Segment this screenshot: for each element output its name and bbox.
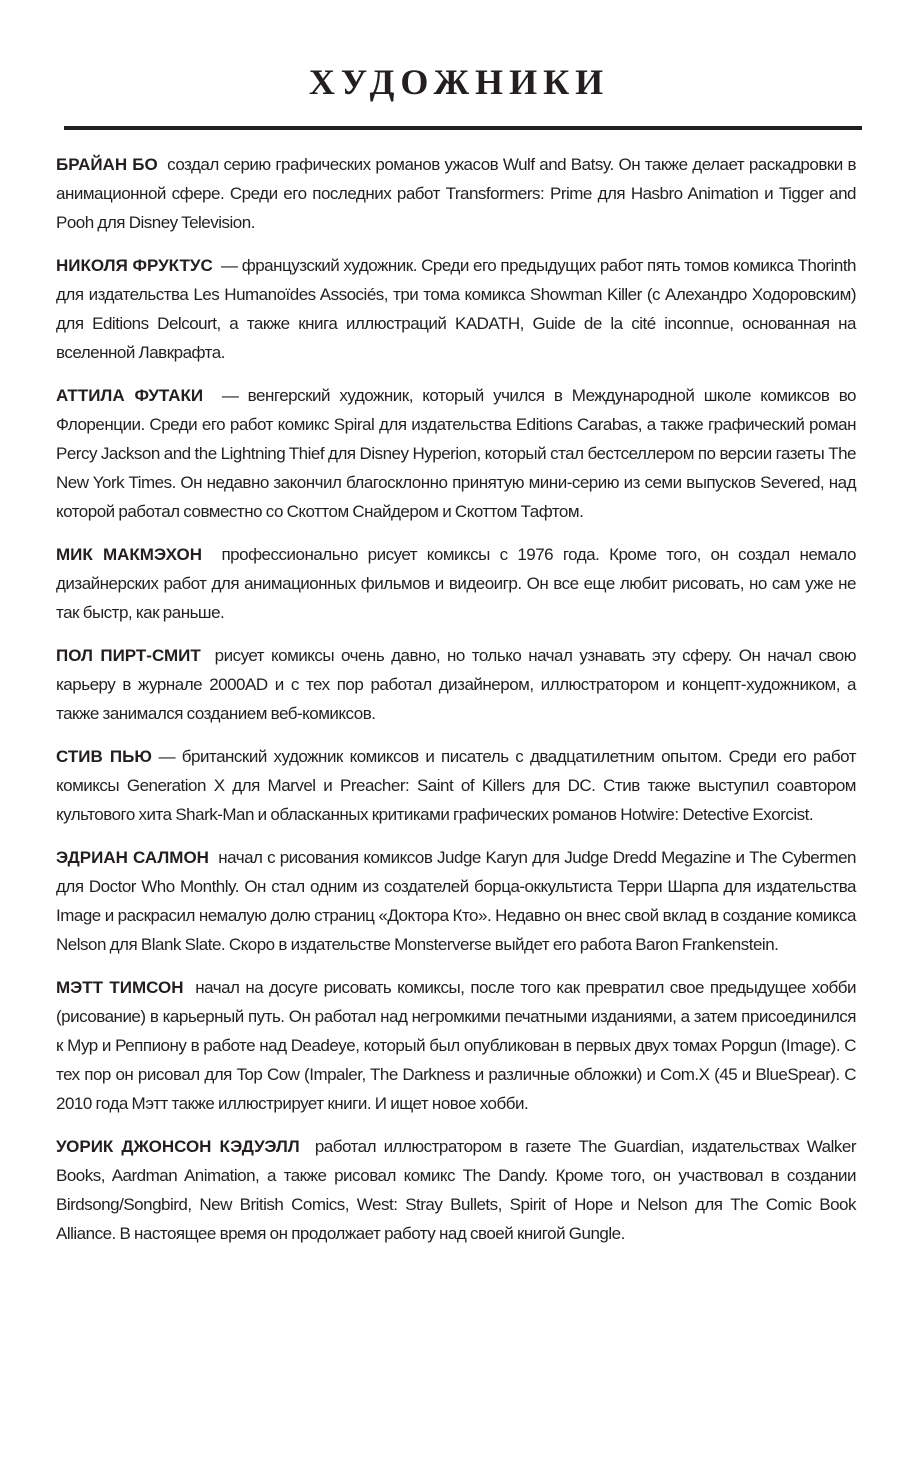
artist-name: СТИВ ПЬЮ — [56, 747, 152, 766]
artist-bio-salmon — [56, 843, 856, 959]
artist-bio-mcmahon — [56, 540, 856, 627]
artist-name: БРАЙАН БО — [56, 155, 158, 174]
artist-name: МЭТТ ТИМСОН — [56, 978, 184, 997]
artist-description: — британский художник комиксов и писатель с двадцатилетним опытом. Среди его работ комиксы Generation X для Marvel и Preacher: Saint of Killers для DC. Стив также выступил соавтором культового хита Shark-Man и обласканных критиками графических романов Hotwire: Detective Exorcist. — [56, 747, 856, 824]
artist-name: МИК МАКМЭХОН — [56, 545, 203, 564]
artist-description: начал с рисования комиксов Judge Karyn для Judge Dredd Megazine и The Cybermen для Doctor Who Monthly. Он стал одним из создателей борца-оккультиста Терри Шарпа для издательства Image и раскрасил немалую долю страниц «Доктора Кто». Недавно он внес свой вклад в создание комикса Nelson для Blank Slate. Скоро в издательстве Monsterverse выйдет его работа Baron Frankenstein. — [56, 848, 856, 954]
artist-bio-pugh — [56, 742, 856, 829]
artist-name: УОРИК ДЖОНСОН КЭДУЭЛЛ — [56, 1137, 300, 1156]
artist-description: рисует комиксы очень давно, но только начал узнавать эту сферу. Он начал свою карьеру в журнале 2000AD и с тех пор работал дизайнером, иллюстратором и концепт-художником, а также занимался созданием веб-комиксов. — [56, 646, 856, 723]
artist-name: НИКОЛЯ ФРУКТУС — [56, 256, 213, 275]
artist-bio-johnson-cadwell — [56, 1132, 856, 1248]
artist-bio-peart-smith — [56, 641, 856, 728]
artist-bio-futaki — [56, 381, 856, 526]
artist-bio-fructus — [56, 251, 856, 367]
artist-name: ЭДРИАН САЛМОН — [56, 848, 209, 867]
artist-description: — французский художник. Среди его предыдущих работ пять томов комикса Thorinth для издательства Les Humanoïdes Associés, три тома комикса Showman Killer (с Алехандро Ходоровским) для Editions Delcourt, а также книга иллюстраций KADATH, Guide de la cité inconnue, основанная на вселенной Лавкрафта. — [56, 256, 856, 362]
artist-name: ПОЛ ПИРТ-СМИТ — [56, 646, 201, 665]
artist-bio-baugh — [56, 150, 856, 237]
artist-bios — [56, 150, 856, 1262]
artist-description: начал на досуге рисовать комиксы, после того как превратил свое предыдущее хобби (рисование) в карьерный путь. Он работал над негромкими печатными изданиями, а затем присоединился к Мур и Реппиону в работе над Deadeye, который был опубликован в первых двух томах Popgun (Image). С тех пор он рисовал для Top Cow (Impaler, The Darkness и различные обложки) и Com.X (45 и BlueSpear). С 2010 года Мэтт также иллюстрирует книги. И ищет новое хобби. — [56, 978, 856, 1113]
artist-description: работал иллюстратором в газете The Guardian, издательствах Walker Books, Aardman Animation, а также рисовал комикс The Dandy. Кроме того, он участвовал в создании Birdsong/Songbird, New British Comics, West: Stray Bullets, Spirit of Hope и Nelson для The Comic Book Alliance. В настоящее время он продолжает работу над своей книгой Gungle. — [56, 1137, 857, 1243]
artist-description: создал серию графических романов ужасов Wulf and Batsy. Он также делает раскадровки в анимационной сфере. Среди его последних работ Transformers: Prime для Hasbro Animation и Tigger and Pooh для Disney Television. — [56, 155, 857, 232]
artist-description: — венгерский художник, который учился в Международной школе комиксов во Флоренции. Среди его работ комикс Spiral для издательства Editions Carabas, а также графический роман Percy Jackson and the Lightning Thief для Disney Hyperion, который стал бестселлером по версии газеты The New York Times. Он недавно закончил благосклонно принятую мини-серию из семи выпусков Severed, над которой работал совместно со Скоттом Снайдером и Скоттом Тафтом. — [56, 386, 856, 521]
title-divider — [64, 126, 862, 130]
artist-name: АТТИЛА ФУТАКИ — [56, 386, 204, 405]
artist-description: профессионально рисует комиксы с 1976 года. Кроме того, он создал немало дизайнерских работ для анимационных фильмов и видеоигр. Он все еще любит рисовать, но сам уже не так быстр, как раньше. — [56, 545, 856, 622]
artist-bio-timson — [56, 973, 856, 1118]
page-title: художники — [308, 49, 610, 106]
